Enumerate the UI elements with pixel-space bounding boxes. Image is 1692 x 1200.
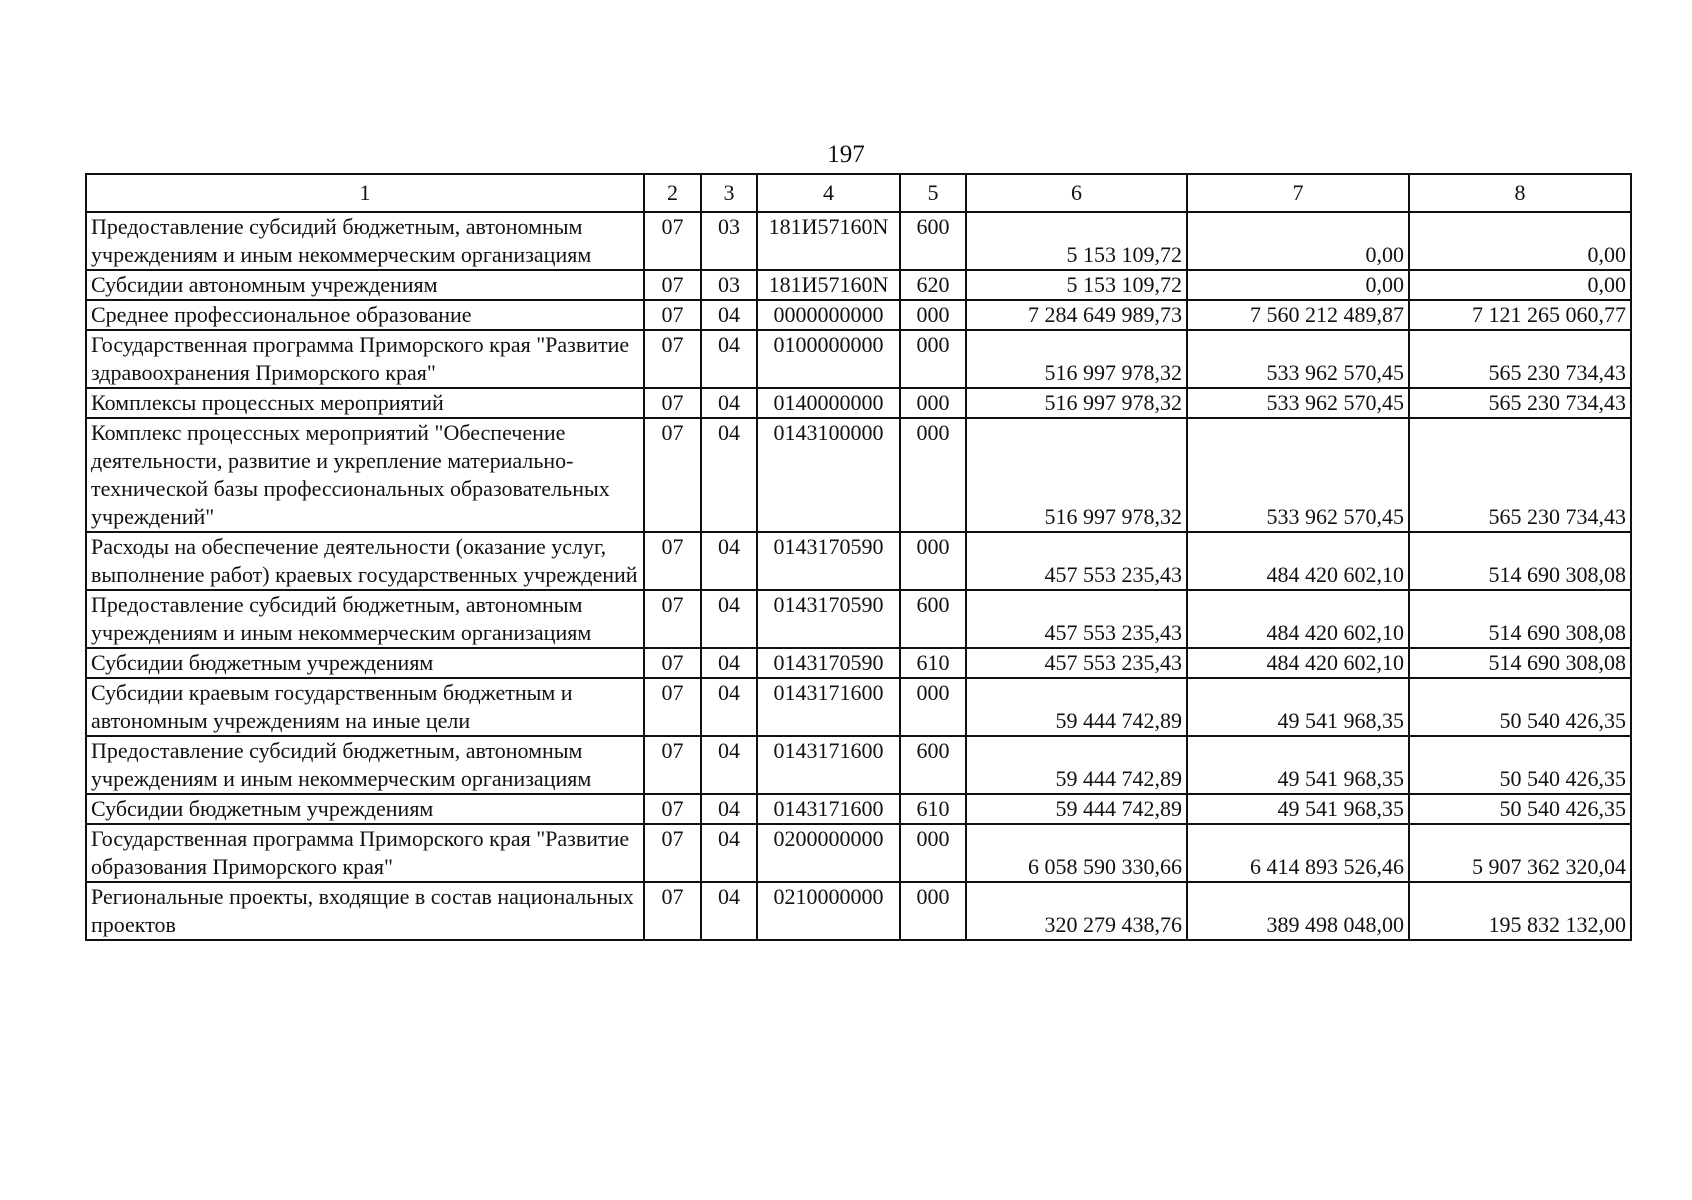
target-article-code: 181И57160N bbox=[757, 270, 900, 300]
section-code: 07 bbox=[644, 418, 701, 532]
amount-col7: 0,00 bbox=[1187, 212, 1409, 270]
header-row bbox=[86, 174, 1631, 212]
amount-col8: 514 690 308,08 bbox=[1409, 532, 1631, 590]
section-code: 07 bbox=[644, 736, 701, 794]
table-row bbox=[86, 270, 1631, 300]
amount-col6: 5 153 109,72 bbox=[966, 212, 1187, 270]
section-code: 07 bbox=[644, 590, 701, 648]
subsection-code: 04 bbox=[701, 300, 757, 330]
row-name: Комплексы процессных мероприятий bbox=[86, 388, 644, 418]
section-code: 07 bbox=[644, 678, 701, 736]
amount-col6: 457 553 235,43 bbox=[966, 590, 1187, 648]
row-name: Предоставление субсидий бюджетным, автономным учреждениям и иным некоммерческим организациям bbox=[86, 590, 644, 648]
amount-col6: 59 444 742,89 bbox=[966, 794, 1187, 824]
section-code: 07 bbox=[644, 824, 701, 882]
amount-col6: 516 997 978,32 bbox=[966, 388, 1187, 418]
table-row bbox=[86, 648, 1631, 678]
section-code: 07 bbox=[644, 388, 701, 418]
amount-col7: 484 420 602,10 bbox=[1187, 590, 1409, 648]
target-article-code: 0143171600 bbox=[757, 736, 900, 794]
table-row bbox=[86, 532, 1631, 590]
target-article-code: 0143170590 bbox=[757, 532, 900, 590]
expense-type-code: 000 bbox=[900, 388, 966, 418]
expense-type-code: 000 bbox=[900, 532, 966, 590]
amount-col8: 7 121 265 060,77 bbox=[1409, 300, 1631, 330]
amount-col7: 49 541 968,35 bbox=[1187, 678, 1409, 736]
section-code: 07 bbox=[644, 882, 701, 940]
table-row bbox=[86, 418, 1631, 532]
amount-col7: 49 541 968,35 bbox=[1187, 794, 1409, 824]
target-article-code: 0140000000 bbox=[757, 388, 900, 418]
column-header: 7 bbox=[1187, 174, 1409, 212]
expense-type-code: 600 bbox=[900, 590, 966, 648]
amount-col7: 484 420 602,10 bbox=[1187, 648, 1409, 678]
column-header: 4 bbox=[757, 174, 900, 212]
subsection-code: 04 bbox=[701, 824, 757, 882]
subsection-code: 04 bbox=[701, 678, 757, 736]
column-header: 5 bbox=[900, 174, 966, 212]
amount-col7: 6 414 893 526,46 bbox=[1187, 824, 1409, 882]
amount-col8: 514 690 308,08 bbox=[1409, 648, 1631, 678]
target-article-code: 181И57160N bbox=[757, 212, 900, 270]
expense-type-code: 000 bbox=[900, 418, 966, 532]
row-name: Предоставление субсидий бюджетным, автономным учреждениям и иным некоммерческим организациям bbox=[86, 736, 644, 794]
table-row bbox=[86, 300, 1631, 330]
expense-type-code: 000 bbox=[900, 678, 966, 736]
section-code: 07 bbox=[644, 794, 701, 824]
section-code: 07 bbox=[644, 330, 701, 388]
amount-col6: 320 279 438,76 bbox=[966, 882, 1187, 940]
amount-col6: 457 553 235,43 bbox=[966, 532, 1187, 590]
expense-type-code: 000 bbox=[900, 824, 966, 882]
table-row bbox=[86, 882, 1631, 940]
row-name: Региональные проекты, входящие в состав национальных проектов bbox=[86, 882, 644, 940]
amount-col8: 514 690 308,08 bbox=[1409, 590, 1631, 648]
table-row bbox=[86, 824, 1631, 882]
expense-type-code: 000 bbox=[900, 882, 966, 940]
amount-col7: 533 962 570,45 bbox=[1187, 418, 1409, 532]
target-article-code: 0200000000 bbox=[757, 824, 900, 882]
table-row bbox=[86, 678, 1631, 736]
target-article-code: 0100000000 bbox=[757, 330, 900, 388]
amount-col8: 50 540 426,35 bbox=[1409, 678, 1631, 736]
amount-col8: 565 230 734,43 bbox=[1409, 418, 1631, 532]
amount-col8: 0,00 bbox=[1409, 212, 1631, 270]
target-article-code: 0143100000 bbox=[757, 418, 900, 532]
amount-col6: 6 058 590 330,66 bbox=[966, 824, 1187, 882]
table-row bbox=[86, 736, 1631, 794]
target-article-code: 0210000000 bbox=[757, 882, 900, 940]
subsection-code: 04 bbox=[701, 590, 757, 648]
expense-type-code: 600 bbox=[900, 736, 966, 794]
table-row bbox=[86, 794, 1631, 824]
section-code: 07 bbox=[644, 648, 701, 678]
amount-col8: 50 540 426,35 bbox=[1409, 794, 1631, 824]
subsection-code: 04 bbox=[701, 532, 757, 590]
section-code: 07 bbox=[644, 532, 701, 590]
subsection-code: 04 bbox=[701, 736, 757, 794]
section-code: 07 bbox=[644, 270, 701, 300]
expense-type-code: 000 bbox=[900, 330, 966, 388]
subsection-code: 03 bbox=[701, 212, 757, 270]
row-name: Среднее профессиональное образование bbox=[86, 300, 644, 330]
amount-col7: 7 560 212 489,87 bbox=[1187, 300, 1409, 330]
expense-type-code: 620 bbox=[900, 270, 966, 300]
subsection-code: 04 bbox=[701, 794, 757, 824]
amount-col6: 59 444 742,89 bbox=[966, 678, 1187, 736]
table-row bbox=[86, 212, 1631, 270]
section-code: 07 bbox=[644, 300, 701, 330]
target-article-code: 0143171600 bbox=[757, 678, 900, 736]
column-header: 3 bbox=[701, 174, 757, 212]
subsection-code: 03 bbox=[701, 270, 757, 300]
target-article-code: 0000000000 bbox=[757, 300, 900, 330]
amount-col7: 389 498 048,00 bbox=[1187, 882, 1409, 940]
amount-col6: 5 153 109,72 bbox=[966, 270, 1187, 300]
column-header: 1 bbox=[86, 174, 644, 212]
row-name: Субсидии автономным учреждениям bbox=[86, 270, 644, 300]
row-name: Расходы на обеспечение деятельности (оказание услуг, выполнение работ) краевых государственных учреждений bbox=[86, 532, 644, 590]
table-row bbox=[86, 388, 1631, 418]
amount-col8: 195 832 132,00 bbox=[1409, 882, 1631, 940]
amount-col6: 516 997 978,32 bbox=[966, 418, 1187, 532]
row-name: Государственная программа Приморского края "Развитие здравоохранения Приморского края" bbox=[86, 330, 644, 388]
column-header: 8 bbox=[1409, 174, 1631, 212]
column-header: 6 bbox=[966, 174, 1187, 212]
row-name: Государственная программа Приморского края "Развитие образования Приморского края" bbox=[86, 824, 644, 882]
target-article-code: 0143171600 bbox=[757, 794, 900, 824]
subsection-code: 04 bbox=[701, 388, 757, 418]
subsection-code: 04 bbox=[701, 418, 757, 532]
amount-col7: 533 962 570,45 bbox=[1187, 388, 1409, 418]
expense-type-code: 000 bbox=[900, 300, 966, 330]
row-name: Субсидии бюджетным учреждениям bbox=[86, 648, 644, 678]
amount-col6: 516 997 978,32 bbox=[966, 330, 1187, 388]
amount-col8: 0,00 bbox=[1409, 270, 1631, 300]
amount-col8: 5 907 362 320,04 bbox=[1409, 824, 1631, 882]
amount-col6: 59 444 742,89 bbox=[966, 736, 1187, 794]
budget-table bbox=[85, 173, 1632, 941]
subsection-code: 04 bbox=[701, 330, 757, 388]
amount-col6: 457 553 235,43 bbox=[966, 648, 1187, 678]
row-name: Субсидии краевым государственным бюджетным и автономным учреждениям на иные цели bbox=[86, 678, 644, 736]
expense-type-code: 610 bbox=[900, 648, 966, 678]
expense-type-code: 600 bbox=[900, 212, 966, 270]
amount-col6: 7 284 649 989,73 bbox=[966, 300, 1187, 330]
column-header: 2 bbox=[644, 174, 701, 212]
section-code: 07 bbox=[644, 212, 701, 270]
target-article-code: 0143170590 bbox=[757, 648, 900, 678]
amount-col7: 533 962 570,45 bbox=[1187, 330, 1409, 388]
table-row bbox=[86, 590, 1631, 648]
amount-col7: 49 541 968,35 bbox=[1187, 736, 1409, 794]
amount-col8: 50 540 426,35 bbox=[1409, 736, 1631, 794]
subsection-code: 04 bbox=[701, 648, 757, 678]
amount-col8: 565 230 734,43 bbox=[1409, 388, 1631, 418]
row-name: Комплекс процессных мероприятий "Обеспечение деятельности, развитие и укрепление материально-технической базы профессиональных образовательных учреждений" bbox=[86, 418, 644, 532]
target-article-code: 0143170590 bbox=[757, 590, 900, 648]
expense-type-code: 610 bbox=[900, 794, 966, 824]
page-number: 197 bbox=[827, 141, 865, 168]
amount-col7: 484 420 602,10 bbox=[1187, 532, 1409, 590]
table-row bbox=[86, 330, 1631, 388]
amount-col7: 0,00 bbox=[1187, 270, 1409, 300]
subsection-code: 04 bbox=[701, 882, 757, 940]
row-name: Субсидии бюджетным учреждениям bbox=[86, 794, 644, 824]
row-name: Предоставление субсидий бюджетным, автономным учреждениям и иным некоммерческим организациям bbox=[86, 212, 644, 270]
amount-col8: 565 230 734,43 bbox=[1409, 330, 1631, 388]
